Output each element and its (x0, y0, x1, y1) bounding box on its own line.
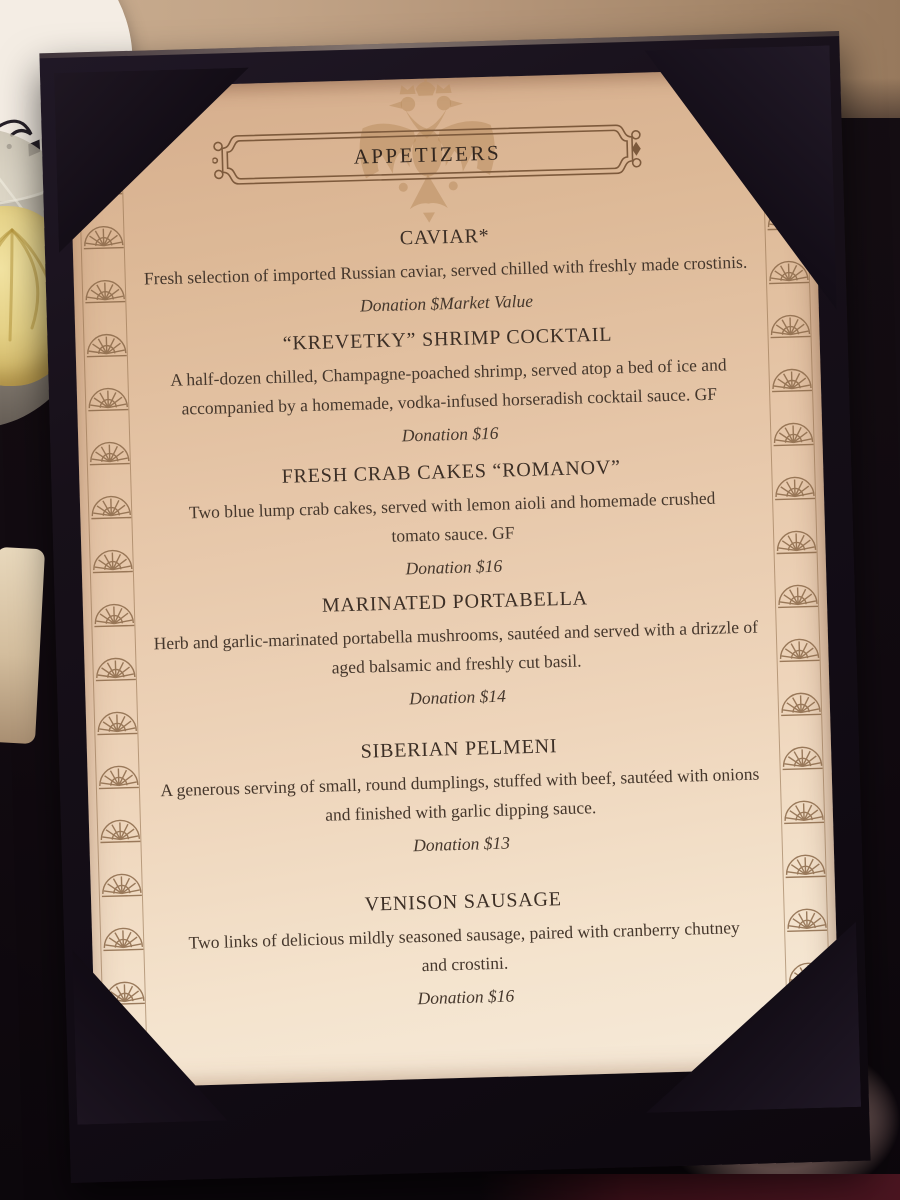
item-price: Donation $16 (401, 422, 499, 446)
appetizers-banner (212, 117, 644, 193)
item-price: Donation $16 (405, 555, 503, 579)
menu-item-marinated-portabella (145, 581, 768, 718)
menu-paper (68, 68, 840, 1088)
dark-red-cloth (480, 1174, 900, 1200)
item-name: MARINATED PORTABELLA (321, 587, 589, 617)
page-title: APPETIZERS (353, 140, 502, 169)
item-price: Donation $13 (412, 832, 511, 856)
napkin (0, 547, 45, 744)
item-description: Two links of delicious mildly seasoned sausage, paired with cranberry chutney and crostini. (188, 917, 741, 976)
item-price: Donation $Market Value (359, 290, 534, 316)
item-description: Herb and garlic-marinated portabella mushrooms, sautéed and served with a drizzle of aged balsamic and freshly cut basil. (153, 616, 759, 678)
item-description: A half-dozen chilled, Champagne-poached shrimp, served atop a bed of ice and accompanied by a homemade, vodka-infused horseradish cocktail sauce. GF (170, 354, 727, 419)
item-name: SIBERIAN PELMENI (360, 735, 558, 763)
item-price: Donation $14 (408, 685, 507, 709)
item-description: Fresh selection of imported Russian caviar, served chilled with freshly made crostinis. (143, 251, 748, 289)
item-name: “KREVETKY” SHRIMP COCKTAIL (282, 323, 613, 355)
menu-cover (39, 31, 870, 1183)
item-price: Donation $16 (417, 985, 515, 1009)
menu-item-crab-cakes (141, 451, 764, 588)
item-description: Two blue lump crab cakes, served with lemon aioli and homemade crushed tomato sauce. GF (188, 487, 716, 546)
item-name: CAVIAR* (399, 224, 490, 250)
item-description: A generous serving of small, round dumplings, stuffed with beef, sautéed with onions and finished with garlic dipping sauce. (160, 763, 760, 825)
menu-item-caviar (134, 216, 756, 324)
menu-item-shrimp-cocktail (137, 318, 760, 455)
menu-item-siberian-pelmeni (149, 728, 772, 865)
menu-item-venison-sausage (153, 881, 776, 1018)
item-name: VENISON SAUSAGE (364, 888, 563, 916)
item-name: FRESH CRAB CAKES “ROMANOV” (281, 456, 622, 488)
